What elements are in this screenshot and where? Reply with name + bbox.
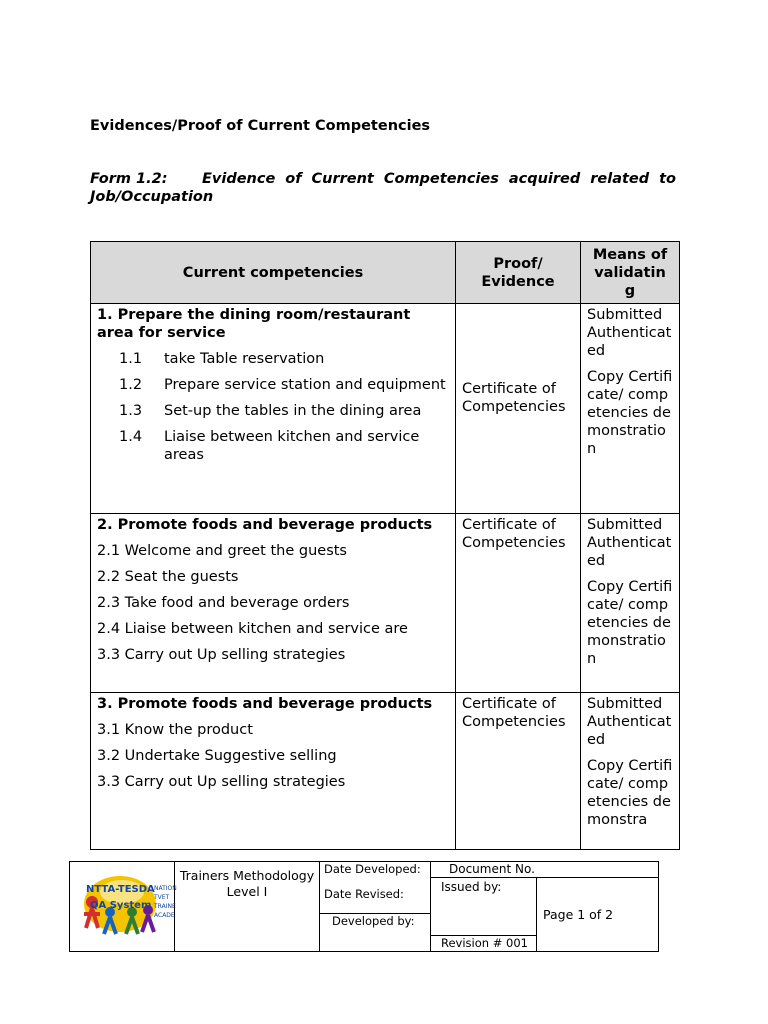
item-text: Prepare service station and equipment (164, 377, 446, 393)
proof-text: Certificate of Competencies (462, 696, 566, 730)
competencies-table (90, 241, 680, 850)
means-cell (581, 304, 680, 514)
svg-text:TVET: TVET (154, 894, 170, 901)
form-title (90, 170, 676, 206)
svg-text:ACADE: ACADE (154, 912, 175, 919)
competency-cell (91, 514, 456, 693)
table-header-row (91, 242, 680, 304)
document-no-label: Document No. (431, 862, 659, 878)
header-means-line1: Means of (592, 246, 668, 263)
list-item (97, 350, 449, 368)
logo-graphic (70, 862, 177, 950)
date-revised-label: Date Revised: (324, 887, 404, 901)
group-title: 3. Promote foods and beverage products (97, 696, 433, 712)
means-cell (581, 693, 680, 850)
item-number: 1.4 (119, 429, 143, 445)
page-number: Page 1 of 2 (537, 878, 659, 952)
list-item: 2.2 Seat the guests (97, 569, 239, 585)
means-text-2: Copy Certificate/ competencies demonstration (587, 579, 673, 667)
issued-by-label: Issued by: (431, 878, 537, 936)
ntta-tesda-logo (70, 862, 177, 950)
means-text-2: Copy Certificate/ competencies demonstra (587, 758, 673, 828)
group-title-line1: 1. Prepare the dining room/restaurant (97, 307, 411, 323)
list-item (97, 402, 449, 420)
form-title-line2: Job/Occupation (90, 189, 214, 205)
logo-cell (70, 862, 175, 952)
header-means-line2: validatin (594, 264, 666, 281)
competency-cell (91, 693, 456, 850)
item-text: Liaise between kitchen and service areas (164, 429, 420, 463)
list-item: 2.3 Take food and beverage orders (97, 595, 350, 611)
item-number: 1.1 (119, 351, 143, 367)
svg-text:QA System: QA System (90, 900, 152, 911)
header-means (581, 242, 680, 304)
item-number: 1.2 (119, 377, 143, 393)
table-row (91, 693, 680, 850)
list-item: 3.3 Carry out Up selling strategies (97, 774, 346, 790)
competency-cell (91, 304, 456, 514)
document-footer (69, 861, 659, 952)
list-item: 3.2 Undertake Suggestive selling (97, 748, 337, 764)
table-row (91, 514, 680, 693)
dates-cell (320, 862, 431, 914)
proof-text: Certificate of Competencies (462, 517, 566, 551)
means-text-1: Submitted Authenticated (587, 696, 672, 748)
svg-text:TRAINE: TRAINE (154, 903, 176, 910)
developed-by-label: Developed by: (320, 914, 431, 952)
list-item (97, 428, 449, 464)
proof-text: Certificate of Competencies (462, 380, 566, 415)
form-title-line1: Evidence of Current Competencies acquired related to (202, 171, 676, 187)
item-number: 1.3 (119, 403, 143, 419)
means-cell (581, 514, 680, 693)
item-text: take Table reservation (164, 351, 325, 367)
header-proof-line1: Proof/ (493, 255, 543, 272)
date-developed-label: Date Developed: (324, 862, 421, 876)
form-label: Form 1.2: (90, 171, 168, 187)
course-title: Trainers Methodology Level I (179, 868, 315, 899)
svg-text:NTTA-TESDA: NTTA-TESDA (86, 884, 155, 895)
list-item: 2.4 Liaise between kitchen and service are (97, 621, 408, 637)
header-competencies: Current competencies (91, 242, 456, 304)
list-item: 3.3 Carry out Up selling strategies (97, 647, 346, 663)
table-row (91, 304, 680, 514)
means-text-1: Submitted Authenticated (587, 307, 672, 359)
course-cell (175, 862, 320, 952)
means-text-1: Submitted Authenticated (587, 517, 672, 569)
page-heading: Evidences/Proof of Current Competencies (90, 118, 431, 134)
group-title-line2: area for service (97, 325, 226, 341)
proof-cell (456, 514, 581, 693)
means-text-2: Copy Certificate/ competencies demonstration (587, 369, 673, 457)
group-title (97, 306, 449, 342)
header-proof (456, 242, 581, 304)
group-title: 2. Promote foods and beverage products (97, 517, 433, 533)
svg-text:NATION: NATION (154, 885, 177, 892)
list-item: 2.1 Welcome and greet the guests (97, 543, 347, 559)
header-means-line3: g (624, 282, 636, 299)
list-item (97, 376, 449, 394)
revision-label: Revision # 001 (431, 936, 537, 952)
proof-cell (456, 693, 581, 850)
proof-cell (456, 304, 581, 514)
item-text: Set-up the tables in the dining area (164, 403, 422, 419)
list-item: 3.1 Know the product (97, 722, 253, 738)
header-proof-line2: Evidence (481, 273, 555, 290)
